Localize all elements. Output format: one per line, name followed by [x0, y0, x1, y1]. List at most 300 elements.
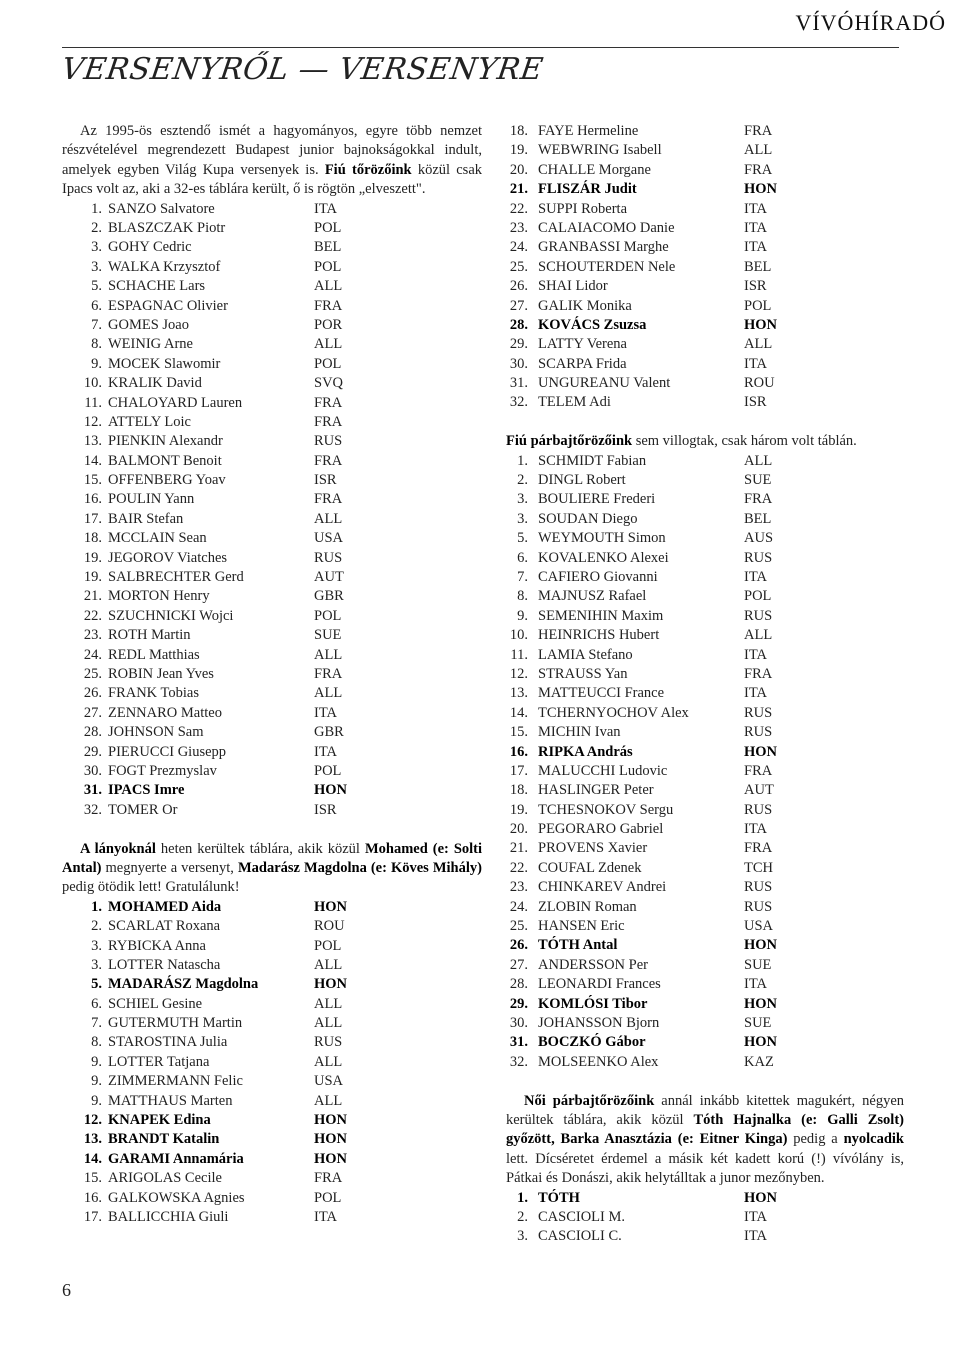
country-cell: SUE	[314, 627, 342, 644]
country-cell: ITA	[744, 355, 767, 372]
country-cell: HON	[744, 995, 778, 1012]
rank-cell: 14.	[509, 704, 528, 721]
country-cell: ITA	[744, 1208, 767, 1225]
rank-cell: 31.	[83, 782, 102, 799]
rank-cell: 7.	[91, 316, 102, 333]
country-cell: BEL	[744, 510, 772, 527]
rank-cell: 28.	[509, 316, 528, 333]
result-row	[62, 238, 482, 257]
rank-cell: 12.	[509, 665, 528, 682]
result-row	[506, 452, 904, 471]
name-cell: OFFENBERG Yoav	[108, 472, 226, 489]
result-row	[506, 219, 904, 238]
rank-cell: 30.	[83, 762, 102, 779]
country-cell: FRA	[744, 762, 773, 779]
result-row	[506, 549, 904, 568]
country-cell: RUS	[744, 549, 773, 566]
country-cell: ALL	[314, 995, 343, 1012]
result-row	[62, 607, 482, 626]
country-cell: RUS	[744, 801, 773, 818]
rank-cell: 17.	[83, 510, 102, 527]
country-cell: HON	[744, 181, 778, 198]
name-cell: ANDERSSON Per	[538, 956, 648, 973]
country-cell: HON	[314, 898, 348, 915]
rank-cell: 23.	[509, 219, 528, 236]
result-row	[62, 394, 482, 413]
result-row	[62, 374, 482, 393]
right-column	[506, 122, 904, 1247]
name-cell: RIPKA András	[538, 743, 633, 760]
country-cell: POL	[314, 258, 342, 275]
result-row	[62, 704, 482, 723]
result-row	[506, 781, 904, 800]
country-cell: KAZ	[744, 1053, 774, 1070]
name-cell: PIENKIN Alexandr	[108, 433, 223, 450]
country-cell: POL	[744, 588, 772, 605]
rank-cell: 9.	[91, 1092, 102, 1109]
name-cell: WEBWRING Isabell	[538, 142, 662, 159]
name-cell: SHAI Lidor	[538, 278, 608, 295]
country-cell: FRA	[314, 491, 343, 508]
rank-cell: 9.	[517, 607, 528, 624]
result-row	[62, 355, 482, 374]
result-row	[506, 704, 904, 723]
result-row	[506, 490, 904, 509]
country-cell: POL	[314, 762, 342, 779]
rank-cell: 28.	[509, 976, 528, 993]
rank-cell: 3.	[517, 1228, 528, 1245]
country-cell: FRA	[314, 394, 343, 411]
country-cell: ITA	[744, 646, 767, 663]
name-cell: SANZO Salvatore	[108, 200, 215, 217]
country-cell: HON	[744, 743, 778, 760]
country-cell: ALL	[314, 278, 343, 295]
name-cell: SZUCHNICKI Wojci	[108, 607, 234, 624]
name-cell: RYBICKA Anna	[108, 937, 206, 954]
rank-cell: 15.	[83, 1170, 102, 1187]
country-cell: ITA	[744, 1228, 767, 1245]
rank-cell: 29.	[83, 743, 102, 760]
rank-cell: 23.	[509, 879, 528, 896]
rank-cell: 11.	[84, 394, 102, 411]
name-cell: PEGORARO Gabriel	[538, 821, 664, 838]
intro-paragraph	[62, 122, 482, 200]
result-row	[506, 335, 904, 354]
rank-cell: 10.	[509, 627, 528, 644]
rank-cell: 27.	[509, 297, 528, 314]
name-cell: GOHY Cedric	[108, 239, 192, 256]
rank-cell: 14.	[83, 1150, 102, 1167]
name-cell: GALIK Monika	[538, 297, 632, 314]
rank-cell: 22.	[83, 607, 102, 624]
name-cell: JEGOROV Viatches	[108, 549, 228, 566]
name-cell: SUPPI Roberta	[538, 200, 628, 217]
country-cell: SUE	[744, 1014, 772, 1031]
result-row	[62, 1208, 482, 1227]
name-cell: KOVALENKO Alexei	[538, 549, 669, 566]
result-row	[62, 549, 482, 568]
rank-cell: 3.	[91, 258, 102, 275]
country-cell: ALL	[314, 336, 343, 353]
country-cell: ROU	[314, 918, 345, 935]
result-row	[62, 1014, 482, 1033]
country-cell: RUS	[744, 704, 773, 721]
result-row	[62, 219, 482, 238]
girls-intro-text-3: pedig ötödik lett! Gratulálunk!	[62, 879, 240, 896]
girls-intro-bold-2: Mohamed (e: Solti Antal)	[62, 840, 483, 876]
rank-cell: 19.	[509, 801, 528, 818]
result-row	[506, 995, 904, 1014]
result-row	[506, 355, 904, 374]
result-row	[506, 510, 904, 529]
women-epee-bold-1: Női párbajtőrözőink	[524, 1092, 655, 1109]
country-cell: POR	[314, 316, 343, 333]
country-cell: ALL	[314, 1015, 343, 1032]
women-epee-bold-3: nyolcadik	[843, 1131, 904, 1148]
name-cell: SCHOUTERDEN Nele	[538, 258, 676, 275]
girls-foil-paragraph	[62, 840, 482, 898]
rank-cell: 13.	[83, 1131, 102, 1148]
name-cell: ZENNARO Matteo	[108, 704, 222, 721]
name-cell: BRANDT Katalin	[108, 1131, 220, 1148]
country-cell: RUS	[314, 549, 343, 566]
rank-cell: 22.	[509, 859, 528, 876]
result-row	[62, 1033, 482, 1052]
boys-epee-results	[506, 452, 904, 1073]
country-cell: ALL	[314, 1053, 343, 1070]
result-row	[62, 1150, 482, 1169]
result-row	[62, 1072, 482, 1091]
country-cell: FRA	[744, 491, 773, 508]
result-row	[506, 277, 904, 296]
name-cell: TCHERNYOCHOV Alex	[538, 704, 689, 721]
result-row	[506, 646, 904, 665]
name-cell: LEONARDI Frances	[538, 976, 661, 993]
country-cell: RUS	[744, 879, 773, 896]
rank-cell: 2.	[91, 918, 102, 935]
rank-cell: 7.	[91, 1015, 102, 1032]
name-cell: HANSEN Eric	[538, 918, 625, 935]
name-cell: LOTTER Natascha	[108, 956, 221, 973]
result-row	[62, 898, 482, 917]
country-cell: ITA	[744, 239, 767, 256]
name-cell: WALKA Krzysztof	[108, 258, 221, 275]
name-cell: TCHESNOKOV Sergu	[538, 801, 674, 818]
result-row	[506, 587, 904, 606]
country-cell: HON	[314, 1131, 348, 1148]
result-row	[62, 781, 482, 800]
name-cell: FLISZÁR Judit	[538, 181, 637, 198]
name-cell: ATTELY Loic	[108, 413, 191, 430]
name-cell: HEINRICHS Hubert	[538, 627, 660, 644]
rank-cell: 6.	[517, 549, 528, 566]
rank-cell: 23.	[83, 627, 102, 644]
rank-cell: 9.	[91, 355, 102, 372]
country-cell: ITA	[744, 821, 767, 838]
rank-cell: 13.	[83, 433, 102, 450]
rank-cell: 32.	[509, 1053, 528, 1070]
result-row	[506, 839, 904, 858]
result-row	[62, 1111, 482, 1130]
result-row	[506, 1033, 904, 1052]
rank-cell: 19.	[83, 549, 102, 566]
country-cell: HON	[744, 1189, 778, 1206]
country-cell: POL	[314, 607, 342, 624]
rank-cell: 24.	[509, 239, 528, 256]
name-cell: GUTERMUTH Martin	[108, 1015, 243, 1032]
result-row	[62, 258, 482, 277]
rank-cell: 12.	[83, 413, 102, 430]
country-cell: POL	[314, 355, 342, 372]
result-row	[62, 200, 482, 219]
country-cell: FRA	[744, 665, 773, 682]
girls-intro-text-2: megnyerte a versenyt,	[101, 859, 238, 876]
country-cell: AUS	[744, 530, 774, 547]
name-cell: GARAMI Annamária	[108, 1150, 244, 1167]
name-cell: MICHIN Ivan	[538, 724, 621, 741]
name-cell: ROBIN Jean Yves	[108, 666, 214, 682]
result-row	[62, 432, 482, 451]
rank-cell: 20.	[509, 161, 528, 178]
result-row	[506, 801, 904, 820]
rank-cell: 27.	[83, 704, 102, 721]
women-epee-paragraph	[506, 1092, 904, 1189]
name-cell: JOHANSSON Bjorn	[538, 1014, 660, 1031]
name-cell: LAMIA Stefano	[538, 646, 633, 663]
name-cell: MAJNUSZ Rafael	[538, 588, 647, 605]
name-cell: TELEM Adi	[538, 394, 611, 411]
country-cell: ALL	[744, 452, 773, 469]
result-row	[506, 258, 904, 277]
rank-cell: 24.	[83, 646, 102, 663]
result-row	[62, 529, 482, 548]
result-row	[506, 200, 904, 219]
result-row	[62, 995, 482, 1014]
country-cell: ITA	[314, 704, 337, 721]
rank-cell: 17.	[509, 762, 528, 779]
result-row	[62, 490, 482, 509]
country-cell: FRA	[314, 1170, 343, 1187]
country-cell: BEL	[744, 258, 772, 275]
name-cell: GALKOWSKA Agnies	[108, 1189, 245, 1206]
rank-cell: 26.	[509, 937, 528, 954]
result-row	[62, 510, 482, 529]
name-cell: KOVÁCS Zsuzsa	[538, 316, 647, 333]
result-row	[506, 393, 904, 412]
rank-cell: 9.	[91, 1053, 102, 1070]
name-cell: SCARPA Frida	[538, 355, 627, 372]
rank-cell: 29.	[509, 336, 528, 353]
name-cell: ESPAGNAC Olivier	[108, 297, 228, 314]
name-cell: MOCEK Slawomir	[108, 355, 221, 372]
name-cell: WEYMOUTH Simon	[538, 530, 666, 547]
result-row	[62, 665, 482, 684]
boys-epee-text: sem villogtak, csak három volt táblán.	[632, 433, 857, 450]
name-cell: MATTHAUS Marten	[108, 1092, 233, 1109]
country-cell: ALL	[314, 646, 343, 663]
name-cell: WEINIG Arne	[108, 336, 193, 353]
rank-cell: 19.	[83, 569, 102, 586]
name-cell: ZLOBIN Roman	[538, 898, 637, 915]
girls-foil-results	[62, 898, 482, 1228]
country-cell: POL	[314, 937, 342, 954]
result-row	[506, 1053, 904, 1072]
name-cell: MADARÁSZ Magdolna	[108, 976, 259, 993]
country-cell: FRA	[314, 666, 343, 682]
country-cell: HON	[744, 1034, 778, 1051]
rank-cell: 26.	[509, 278, 528, 295]
girls-intro-text-1: heten kerültek táblára, akik közül	[155, 840, 365, 857]
rank-cell: 2.	[517, 1208, 528, 1225]
women-epee-results	[506, 1189, 904, 1247]
result-row	[62, 646, 482, 665]
name-cell: CASCIOLI C.	[538, 1228, 622, 1245]
name-cell: CHALOYARD Lauren	[108, 394, 243, 411]
result-row	[62, 723, 482, 742]
result-row	[506, 1208, 904, 1227]
name-cell: LOTTER Tatjana	[108, 1053, 210, 1070]
country-cell: RUS	[744, 898, 773, 915]
name-cell: BAIR Stefan	[108, 510, 184, 527]
result-row	[506, 122, 904, 141]
name-cell: GRANBASSI Marghe	[538, 239, 669, 256]
rank-cell: 6.	[91, 297, 102, 314]
rank-cell: 5.	[91, 278, 102, 295]
result-row	[62, 626, 482, 645]
name-cell: BOCZKÓ Gábor	[538, 1034, 646, 1051]
name-cell: SOUDAN Diego	[538, 510, 638, 527]
result-row	[62, 316, 482, 335]
rank-cell: 7.	[517, 569, 528, 585]
women-epee-text-1: annál inkább kitettek magukért, négyen kerültek táblára, akik közül	[506, 1092, 905, 1128]
rank-cell: 22.	[509, 200, 528, 217]
rank-cell: 26.	[83, 685, 102, 702]
rank-cell: 3.	[517, 491, 528, 508]
name-cell: CHALLE Morgane	[538, 161, 651, 178]
country-cell: HON	[314, 1150, 348, 1167]
name-cell: SCHIEL Gesine	[108, 995, 203, 1012]
result-row	[506, 975, 904, 994]
country-cell: HON	[744, 316, 778, 333]
rank-cell: 15.	[83, 472, 102, 489]
result-row	[62, 452, 482, 471]
country-cell: POL	[744, 297, 772, 314]
result-row	[62, 801, 482, 820]
rank-cell: 21.	[509, 181, 528, 198]
result-row	[62, 956, 482, 975]
rank-cell: 15.	[509, 724, 528, 741]
result-row	[506, 529, 904, 548]
country-cell: AUT	[314, 569, 344, 586]
rank-cell: 16.	[83, 1189, 102, 1206]
country-cell: ROU	[744, 375, 775, 392]
name-cell: TÓTH	[538, 1189, 580, 1206]
name-cell: KOMLÓSI Tibor	[538, 995, 648, 1012]
intro-bold: Fiú tőrözőink	[324, 161, 412, 178]
name-cell: FAYE Hermeline	[538, 123, 639, 139]
country-cell: ALL	[744, 627, 773, 644]
name-cell: KNAPEK Edina	[108, 1112, 211, 1129]
country-cell: RUS	[314, 1034, 343, 1051]
name-cell: SCARLAT Roxana	[108, 918, 221, 935]
name-cell: CALAIACOMO Danie	[538, 219, 675, 236]
rank-cell: 28.	[83, 724, 102, 741]
result-row	[506, 568, 904, 587]
rank-cell: 1.	[91, 898, 102, 915]
country-cell: HON	[314, 782, 348, 799]
rank-cell: 18.	[509, 123, 528, 139]
result-row	[506, 238, 904, 257]
country-cell: ITA	[744, 569, 767, 585]
girls-intro-bold-3: Madarász Magdolna (e: Köves Mihály)	[237, 859, 482, 876]
rank-cell: 6.	[91, 995, 102, 1012]
name-cell: PROVENS Xavier	[538, 840, 648, 857]
page-number: 6	[62, 1280, 71, 1300]
name-cell: MATTEUCCI France	[538, 685, 665, 702]
name-cell: BALMONT Benoit	[108, 452, 222, 469]
country-cell: ITA	[744, 219, 767, 236]
result-row	[506, 917, 904, 936]
name-cell: SCHMIDT Fabian	[538, 452, 647, 469]
result-row	[506, 898, 904, 917]
section-logo: VERSENYRŐL — VERSENYRE	[59, 52, 546, 87]
boys-foil-results	[62, 200, 482, 821]
country-cell: ALL	[744, 142, 773, 159]
name-cell: STRAUSS Yan	[538, 665, 628, 682]
country-cell: POL	[314, 1189, 342, 1206]
result-row	[506, 956, 904, 975]
result-row	[62, 1130, 482, 1149]
name-cell: FOGT Prezmyslav	[108, 762, 217, 779]
name-cell: ARIGOLAS Cecile	[108, 1170, 222, 1187]
name-cell: BLASZCZAK Piotr	[108, 220, 226, 237]
rank-cell: 2.	[517, 472, 528, 489]
result-row	[62, 937, 482, 956]
result-row	[62, 1189, 482, 1208]
result-row	[62, 471, 482, 490]
name-cell: CHINKAREV Andrei	[538, 879, 667, 896]
country-cell: ISR	[314, 801, 337, 818]
rank-cell: 18.	[509, 782, 528, 799]
country-cell: ITA	[314, 1208, 337, 1225]
result-row	[62, 1092, 482, 1111]
rank-cell: 21.	[509, 840, 528, 857]
women-epee-text-3: lett. Dícséretet érdemel a másik két kadett korú (!) vívólány is, Pátkai és Donászi, akik helytálltak a junor mezőnyben.	[506, 1150, 904, 1187]
rank-cell: 9.	[91, 1073, 102, 1090]
result-row	[506, 626, 904, 645]
country-cell: ISR	[314, 472, 337, 489]
country-cell: GBR	[314, 588, 344, 605]
rank-cell: 32.	[509, 394, 528, 411]
result-row	[62, 587, 482, 606]
rank-cell: 21.	[83, 588, 102, 605]
result-row	[506, 471, 904, 490]
country-cell: ALL	[314, 510, 343, 527]
rank-cell: 27.	[509, 956, 528, 973]
country-cell: ISR	[744, 394, 767, 411]
women-epee-bold-2: Tóth Hajnalka (e: Galli Zsolt) győzött, Barka Anasztázia (e: Eitner Kinga)	[506, 1111, 904, 1148]
country-cell: POL	[314, 220, 342, 237]
name-cell: JOHNSON Sam	[108, 724, 204, 741]
rank-cell: 3.	[517, 510, 528, 527]
rank-cell: 18.	[83, 530, 102, 547]
country-cell: RUS	[314, 433, 343, 450]
result-row	[506, 878, 904, 897]
country-cell: ISR	[744, 278, 767, 295]
name-cell: MOLSEENKO Alex	[538, 1053, 659, 1070]
result-row	[62, 975, 482, 994]
country-cell: ITA	[314, 200, 337, 217]
